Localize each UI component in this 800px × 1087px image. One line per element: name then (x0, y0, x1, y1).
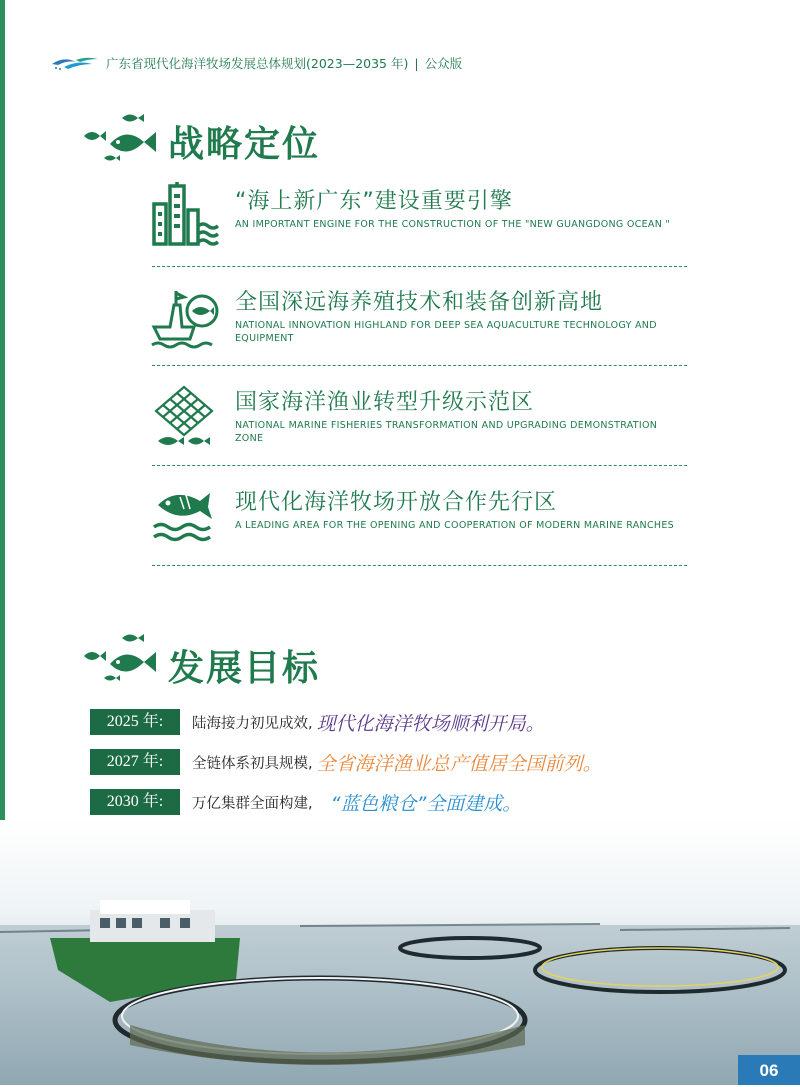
strategy-item-title: 全国深远海养殖技术和装备创新高地 (235, 290, 604, 315)
goal-row (90, 708, 545, 736)
year-badge: 2025 年: (90, 709, 180, 735)
strategy-item-title: “海上新广东”建设重要引擎 (235, 189, 513, 214)
goal-highlight: “蓝色粮仓”全面建成。 (330, 792, 522, 815)
dashed-divider (152, 266, 687, 267)
strategy-item (150, 182, 690, 272)
strategy-item-subtitle: NATIONAL MARINE FISHERIES TRANSFORMATION AND UPGRADING DEMONSTRATION ZONE (235, 420, 658, 444)
fish-cluster-icon (74, 108, 164, 168)
dashed-divider (152, 365, 687, 366)
ship-fish-icon (150, 283, 220, 353)
goal-row (90, 748, 602, 776)
goal-highlight: 现代化海洋牧场顺利开局。 (316, 712, 545, 735)
document-title: 广东省现代化海洋牧场发展总体规划(2023—2035 年) (106, 56, 409, 71)
strategy-item-title: 现代化海洋牧场开放合作先行区 (235, 490, 558, 515)
fish-school-logo-icon (50, 54, 100, 72)
fishing-net-icon (150, 383, 220, 453)
goal-row (90, 788, 521, 816)
goal-highlight: 全省海洋渔业总产值居全国前列。 (316, 752, 602, 775)
fish-wave-icon (150, 483, 220, 553)
strategy-item (150, 383, 690, 473)
dashed-divider (152, 465, 687, 466)
running-header (50, 52, 462, 74)
year-badge: 2027 年: (90, 749, 180, 775)
year-badge: 2030 年: (90, 789, 180, 815)
goals-section-title: 发展目标 (168, 648, 321, 689)
strategy-section-title: 战略定位 (168, 124, 321, 165)
header-separator: | (414, 55, 419, 71)
goal-text: 陆海接力初见成效, (192, 715, 313, 732)
strategy-item-title: 国家海洋渔业转型升级示范区 (235, 390, 535, 415)
strategy-item-subtitle: A LEADING AREA FOR THE OPENING AND COOPERATION OF MODERN MARINE RANCHES (235, 520, 674, 531)
dashed-divider (152, 565, 687, 566)
fish-cluster-icon (74, 628, 164, 688)
strategy-item-subtitle: AN IMPORTANT ENGINE FOR THE CONSTRUCTION OF THE "NEW GUANGDONG OCEAN " (235, 219, 671, 230)
aquaculture-photo (0, 820, 800, 1085)
goal-text: 全链体系初具规模, (192, 755, 313, 772)
building-wave-icon (150, 182, 220, 252)
strategy-item-subtitle: NATIONAL INNOVATION HIGHLAND FOR DEEP SEA AQUACULTURE TECHNOLOGY AND EQUIPMENT (235, 320, 657, 344)
page-number: 06 (738, 1055, 800, 1085)
strategy-item (150, 283, 690, 373)
goal-text: 万亿集群全面构建, (192, 795, 313, 812)
edition-label: 公众版 (424, 56, 463, 71)
strategy-item (150, 483, 690, 573)
